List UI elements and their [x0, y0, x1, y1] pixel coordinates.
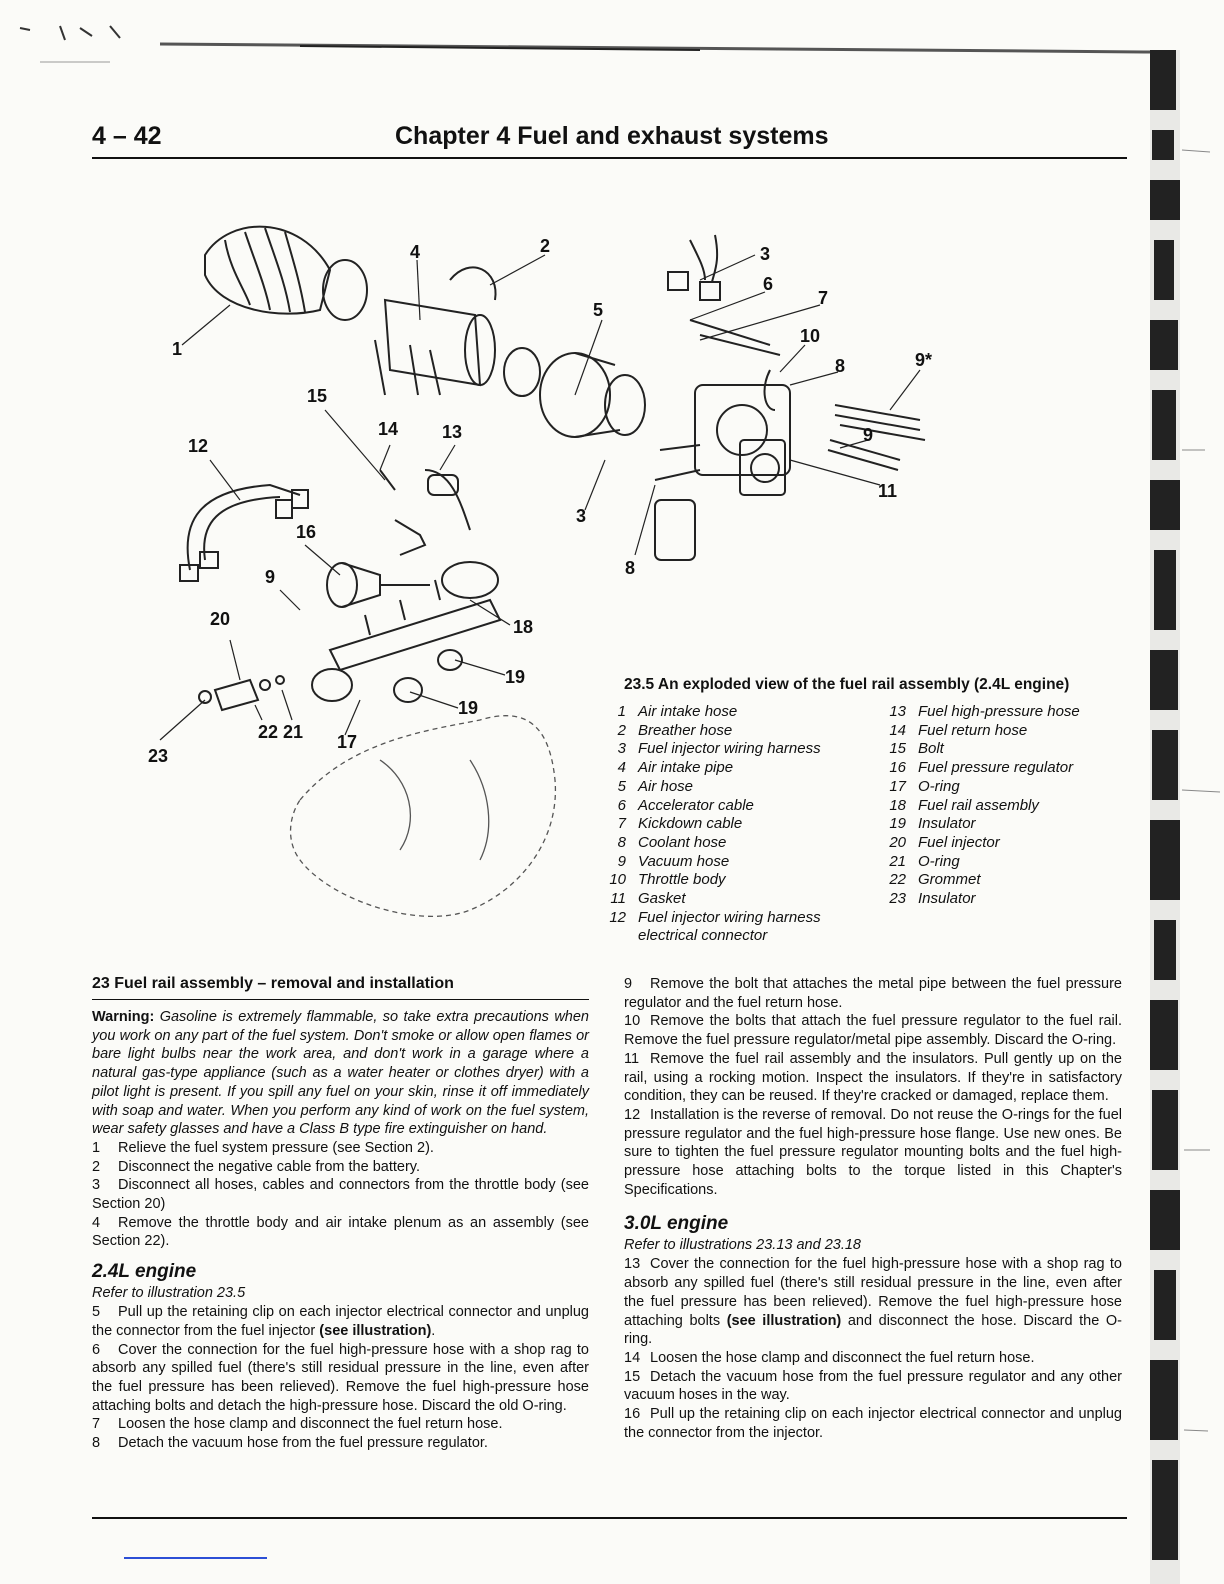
legend-number: 12	[609, 908, 626, 926]
legend-number: 19	[889, 815, 906, 833]
scan-noise-top	[0, 0, 1224, 70]
callout: 9	[863, 425, 874, 445]
legend-item	[600, 797, 870, 816]
warning-paragraph	[92, 1008, 589, 1139]
callout: 16	[296, 522, 317, 542]
step-text: Pull up the retaining clip on each injector electrical connector and unplug the connector from the injector.	[624, 1406, 1122, 1441]
chapter-title: Chapter 4 Fuel and exhaust systems	[395, 122, 829, 150]
figure-caption: 23.5 An exploded view of the fuel rail assembly (2.4L engine)	[624, 676, 1070, 693]
step-number: 1	[92, 1139, 101, 1156]
legend-label: Accelerator cable	[638, 796, 754, 814]
callout: 19	[458, 698, 479, 718]
step-text: Detach the vacuum hose from the fuel pressure regulator.	[118, 1435, 488, 1452]
callout: 4	[410, 242, 421, 262]
step-text: Remove the throttle body and air intake plenum as an assembly (see Section 22).	[92, 1214, 589, 1250]
callout: 17	[337, 732, 358, 752]
step-number: 3	[92, 1177, 101, 1194]
step-number: 12	[624, 1106, 641, 1123]
legend-label: Air intake pipe	[638, 759, 734, 777]
legend-number: 13	[889, 703, 906, 720]
legend-label: Fuel pressure regulator	[918, 759, 1074, 777]
legend-label: Grommet	[918, 871, 981, 889]
legend-item	[600, 722, 870, 741]
legend-number: 22	[889, 871, 906, 889]
step-paragraph	[92, 1176, 589, 1213]
step-number: 8	[92, 1435, 101, 1452]
step-text: Pull up the retaining clip on each injector electrical connector and unplug the connector from the fuel injector	[92, 1304, 589, 1339]
legend-item	[880, 759, 1120, 778]
section-heading: 23 Fuel rail assembly – removal and installation	[92, 975, 589, 1000]
step-paragraph	[92, 1214, 589, 1251]
legend-item	[600, 834, 870, 853]
legend-item	[600, 759, 870, 778]
warning-text: Gasoline is extremely flammable, so take extra precautions when you work on any part of the fuel system. Don't smoke or allow open flames or bare light bulbs near the work area, and don't work in a garage where a natural gas-type appliance (such as a water heater or clothes dryer) with a pilot light is present. If you spill any fuel on your skin, rinse it off immediately with soap and water. When you perform any kind of work on the fuel system, wear safety glasses and have a Class B type fire extinguisher on hand.	[92, 1009, 589, 1138]
callout: 18	[513, 617, 534, 637]
scan-edge-strip	[1150, 50, 1224, 1584]
page-header	[92, 122, 1127, 158]
callout: 12	[188, 436, 209, 456]
step-number: 9	[624, 976, 633, 992]
step-list	[92, 1303, 589, 1453]
legend-label: Air intake hose	[638, 703, 738, 720]
callout: 9	[265, 567, 276, 587]
legend-label: Breather hose	[638, 721, 733, 739]
legend-label: O-ring	[918, 777, 960, 795]
figure-legend-left	[600, 703, 870, 946]
legend-label: Insulator	[918, 890, 976, 908]
legend-item	[600, 703, 870, 722]
legend-item	[600, 740, 870, 759]
legend-label: Coolant hose	[638, 833, 727, 851]
legend-item	[600, 890, 870, 909]
step-paragraph	[92, 1434, 589, 1453]
step-text: Remove the bolts that attach the fuel pressure regulator to the fuel rail. Remove the fuel pressure regulator/metal pipe assembly. Discard the O-ring.	[624, 1013, 1122, 1049]
legend-number: 21	[889, 852, 906, 870]
step-paragraph	[624, 1106, 1122, 1200]
legend-item	[880, 703, 1120, 722]
legend-item	[600, 909, 870, 946]
step-paragraph	[624, 1368, 1122, 1405]
step-text: Cover the connection for the fuel high-pressure hose with a shop rag to absorb any spilled fuel (there's still residual pressure in the line, even after the fuel pressure has been relieved). Remove the fuel high-pressure hose attaching bolts	[624, 1256, 1122, 1329]
legend-number: 15	[889, 740, 906, 758]
callout: 20	[210, 609, 231, 629]
scan-blue-line	[124, 1557, 267, 1559]
callout: 6	[763, 274, 774, 294]
callout: 3	[760, 244, 771, 264]
step-number: 4	[92, 1214, 101, 1231]
legend-item	[600, 778, 870, 797]
callout: 23	[148, 746, 169, 766]
step-paragraph	[624, 1255, 1122, 1349]
step-number: 14	[624, 1349, 641, 1366]
step-paragraph	[92, 1158, 589, 1177]
refer-note: Refer to illustrations 23.13 and 23.18	[624, 1237, 861, 1254]
step-number: 10	[624, 1013, 641, 1030]
legend-item	[880, 722, 1120, 741]
legend-number: 17	[889, 777, 906, 795]
legend-item	[880, 834, 1120, 853]
legend-label: Air hose	[638, 777, 694, 795]
legend-number: 8	[617, 833, 626, 851]
page-number: 4 – 42	[92, 122, 162, 150]
callout: 5	[593, 300, 604, 320]
see-illustration-ref: (see illustration)	[726, 1312, 842, 1329]
warning-label: Warning:	[92, 1009, 155, 1025]
step-text: Disconnect the negative cable from the battery.	[118, 1158, 420, 1175]
step-paragraph	[624, 1012, 1122, 1049]
callout: 13	[442, 422, 463, 442]
legend-number: 3	[617, 740, 626, 758]
step-paragraph	[92, 1303, 589, 1340]
legend-number: 1	[617, 703, 626, 720]
legend-label: O-ring	[918, 852, 960, 870]
legend-label: Vacuum hose	[638, 852, 730, 870]
legend-number: 18	[889, 796, 906, 814]
legend-item	[880, 778, 1120, 797]
step-number: 13	[624, 1256, 641, 1273]
legend-number: 14	[889, 721, 906, 739]
step-text: Relieve the fuel system pressure (see Section 2).	[118, 1139, 434, 1156]
step-paragraph	[92, 1415, 589, 1434]
step-list	[92, 1139, 589, 1251]
step-number: 16	[624, 1406, 641, 1423]
legend-item	[880, 871, 1120, 890]
step-text-tail: .	[431, 1322, 436, 1339]
subheading-3-0l: 3.0L engine	[624, 1213, 729, 1235]
callout: 15	[307, 386, 328, 406]
callout: 9*	[915, 350, 933, 370]
step-number: 15	[624, 1368, 641, 1385]
step-text: Loosen the hose clamp and disconnect the fuel return hose.	[650, 1349, 1035, 1366]
legend-number: 5	[617, 777, 626, 795]
refer-note: Refer to illustration 23.5	[92, 1285, 246, 1302]
legend-label: Fuel high-pressure hose	[918, 703, 1080, 720]
legend-label: Kickdown cable	[638, 815, 743, 833]
legend-number: 11	[610, 890, 626, 908]
legend-number: 4	[617, 759, 626, 777]
legend-number: 6	[617, 796, 626, 814]
legend-label: Fuel injector wiring harness electrical connector	[638, 908, 821, 945]
legend-number: 9	[617, 852, 626, 870]
subheading-2-4l: 2.4L engine	[92, 1261, 197, 1283]
left-column	[92, 975, 589, 1453]
legend-item	[880, 740, 1120, 759]
callout: 11	[878, 481, 898, 501]
step-text: Installation is the reverse of removal. Do not reuse the O-rings for the fuel pressure regulator and the fuel high-pressure hose flange. Use new ones. Be sure to tighten the fuel pressure regulator mounting bolts and the fuel high-pressure hose attaching bolts to the torque listed in this Chapter's Specifications.	[624, 1106, 1122, 1198]
callout: 10	[800, 326, 821, 346]
step-list	[624, 975, 1122, 1199]
legend-item	[600, 871, 870, 890]
legend-label: Bolt	[918, 740, 944, 758]
callout: 1	[172, 339, 183, 359]
see-illustration-ref: (see illustration)	[319, 1322, 432, 1339]
step-text: Detach the vacuum hose from the fuel pressure regulator and any other vacuum hoses in the way.	[624, 1368, 1122, 1404]
legend-item	[600, 853, 870, 872]
step-text-tail: and disconnect the hose. Discard the O-ring.	[624, 1312, 1122, 1348]
legend-number: 10	[609, 871, 626, 889]
right-column	[624, 975, 1122, 1442]
step-paragraph	[92, 1341, 589, 1416]
step-text: Loosen the hose clamp and disconnect the fuel return hose.	[118, 1416, 503, 1433]
callout: 19	[505, 667, 526, 687]
step-number: 5	[92, 1304, 101, 1321]
callout: 7	[818, 288, 829, 308]
step-text: Cover the connection for the fuel high-pressure hose with a shop rag to absorb any spilled fuel (there's still residual pressure in the line, even after the fuel pressure has been relieved). Remove the fuel high-pressure hose attaching bolts and detach the high-pressure hose. Discard the old O-ring.	[92, 1341, 589, 1414]
step-number: 6	[92, 1341, 101, 1358]
legend-item	[880, 815, 1120, 834]
step-paragraph	[624, 1349, 1122, 1368]
callout: 2	[540, 236, 551, 256]
legend-number: 20	[889, 833, 906, 851]
legend-number: 16	[889, 759, 906, 777]
callout: 8	[625, 558, 636, 578]
figure-legend-right	[880, 703, 1120, 909]
legend-number: 23	[889, 890, 906, 908]
callout: 22 21	[258, 722, 304, 742]
legend-number: 7	[617, 815, 626, 833]
footer-rule	[92, 1517, 1127, 1519]
step-paragraph	[92, 1139, 589, 1158]
legend-number: 2	[617, 721, 626, 739]
step-list	[624, 1255, 1122, 1442]
legend-item	[600, 815, 870, 834]
step-text: Disconnect all hoses, cables and connectors from the throttle body (see Section 20)	[92, 1177, 589, 1213]
legend-label: Fuel injector	[918, 833, 1000, 851]
step-paragraph	[624, 1050, 1122, 1106]
step-text: Remove the fuel rail assembly and the insulators. Pull gently up on the rail, using a rocking motion. Inspect the insulators. If they're in satisfactory condition, they can be reused. If they're cracked or damaged, replace them.	[624, 1050, 1122, 1105]
step-number: 2	[92, 1158, 101, 1175]
header-rule	[92, 157, 1127, 159]
callout: 8	[835, 356, 846, 376]
legend-label: Fuel rail assembly	[918, 796, 1039, 814]
step-paragraph	[624, 975, 1122, 1012]
legend-label: Gasket	[638, 890, 686, 908]
legend-label: Throttle body	[638, 871, 726, 889]
legend-item	[880, 890, 1120, 909]
legend-label: Fuel injector wiring harness	[638, 740, 821, 758]
legend-label: Insulator	[918, 815, 976, 833]
step-number: 7	[92, 1416, 101, 1433]
step-text: Remove the bolt that attaches the metal pipe between the fuel pressure regulator and the fuel return hose.	[624, 976, 1122, 1011]
legend-label: Fuel return hose	[918, 721, 1028, 739]
legend-item	[880, 797, 1120, 816]
callout: 14	[378, 419, 399, 439]
step-number: 11	[624, 1050, 640, 1067]
step-paragraph	[624, 1405, 1122, 1442]
legend-item	[880, 853, 1120, 872]
callout: 3	[576, 506, 587, 526]
